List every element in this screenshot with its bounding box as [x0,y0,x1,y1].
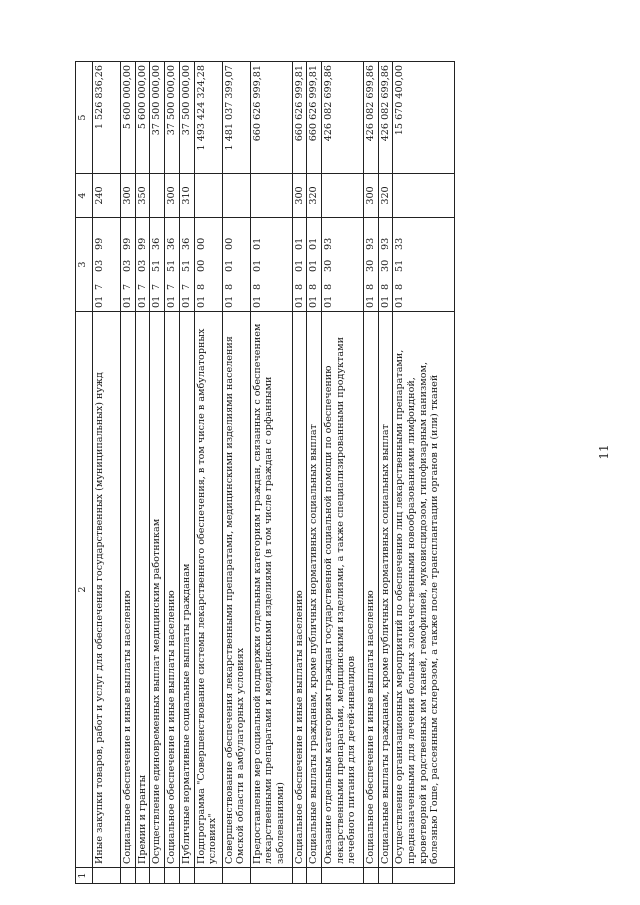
code-part-4: 99 [136,237,148,250]
code-part-1: 01 [195,295,207,308]
code-part-2: 7 [166,283,178,290]
row-blank-cell [179,868,194,884]
code-part-4: 00 [223,237,235,250]
row-blank-cell [150,868,165,884]
code-part-2: 7 [136,283,148,290]
row-amount: 5 600 000,00 [135,62,150,174]
table-row [194,62,222,884]
code-part-4: 36 [180,237,192,250]
row-blank-cell [292,868,307,884]
header-col-5: 5 [76,62,93,174]
code-part-3: 01 [293,259,305,272]
code-part-2: 8 [251,283,263,290]
code-part-3: 51 [151,259,163,272]
code-part-2: 8 [195,283,207,290]
header-col-4: 4 [76,174,93,218]
row-expense-type [393,174,455,218]
row-expense-type: 320 [307,174,322,218]
row-amount: 1 493 424 324,28 [194,62,222,174]
budget-table-sheet [75,62,580,884]
row-description: Социальное обеспечение и иные выплаты населению [292,312,307,868]
code-part-4: 99 [94,237,105,250]
table-row [363,62,378,884]
row-amount: 1 481 037 399,07 [222,62,250,174]
code-part-2: 8 [364,283,376,290]
code-part-4: 36 [151,237,163,250]
code-part-1: 01 [379,295,391,308]
code-part-1: 01 [308,295,320,308]
row-code [222,218,250,312]
table-row [135,62,150,884]
code-part-2: 7 [94,283,105,290]
code-part-4: 00 [195,237,207,250]
code-part-2: 8 [223,283,235,290]
row-code [307,218,322,312]
table-row [393,62,455,884]
row-code [150,218,165,312]
row-blank-cell [222,868,250,884]
code-part-3: 30 [364,259,376,272]
header-col-3: 3 [76,218,93,312]
code-part-3: 30 [379,259,391,272]
page-number: 11 [597,444,611,460]
table-row [93,62,121,884]
row-code [165,218,180,312]
code-part-4: 93 [379,237,391,250]
row-amount: 660 626 999,81 [307,62,322,174]
row-blank-cell [307,868,322,884]
code-part-1: 01 [364,295,376,308]
row-code [93,218,121,312]
row-expense-type: 300 [363,174,378,218]
code-part-1: 01 [223,295,235,308]
row-amount: 660 626 999,81 [292,62,307,174]
table-header-row [76,62,93,884]
table-row [222,62,250,884]
row-description: Публичные нормативные социальные выплаты гражданам [179,312,194,868]
code-part-3: 03 [136,259,148,272]
row-expense-type [222,174,250,218]
row-description: Оказание отдельным категориям граждан государственной социальной помощи по обеспечению лекарственными препаратами, медицинскими изделиями, а также специализированными продуктами лечебного питания для детей-инвалидов [321,312,363,868]
code-part-3: 01 [308,259,320,272]
row-expense-type [150,174,165,218]
code-part-1: 01 [122,295,133,308]
row-blank-cell [393,868,455,884]
table-row [179,62,194,884]
row-description: Иные закупки товаров, работ и услуг для обеспечения государственных (муниципальных) нужд [93,312,121,868]
code-part-3: 51 [394,259,406,272]
table-body [93,62,455,884]
code-part-4: 93 [322,237,334,250]
row-description: Совершенствование обеспечения лекарственными препаратами, медицинскими изделиями населения Омской области в амбулаторных условиях [222,312,250,868]
row-amount: 37 500 000,00 [165,62,180,174]
code-part-3: 51 [180,259,192,272]
row-description: Социальные выплаты гражданам, кроме публичных нормативных социальных выплат [307,312,322,868]
row-blank-cell [121,868,136,884]
row-expense-type: 300 [165,174,180,218]
row-code [121,218,136,312]
row-blank-cell [93,868,121,884]
code-part-4: 01 [293,237,305,250]
code-part-2: 8 [379,283,391,290]
row-code [250,218,292,312]
table-row [165,62,180,884]
code-part-3: 51 [166,259,178,272]
code-part-1: 01 [251,295,263,308]
code-part-2: 8 [394,283,406,290]
code-part-2: 7 [122,283,133,290]
table-row [378,62,393,884]
table-row [121,62,136,884]
code-part-2: 8 [308,283,320,290]
row-expense-type: 320 [378,174,393,218]
code-part-3: 01 [251,259,263,272]
code-part-2: 8 [293,283,305,290]
row-code [292,218,307,312]
row-code [135,218,150,312]
row-description: Социальные выплаты гражданам, кроме публичных нормативных социальных выплат [378,312,393,868]
code-part-4: 01 [308,237,320,250]
table-row [321,62,363,884]
row-blank-cell [363,868,378,884]
code-part-4: 99 [122,237,133,250]
row-description: Социальное обеспечение и иные выплаты населению [121,312,136,868]
code-part-2: 8 [322,283,334,290]
header-col-2: 2 [76,312,93,868]
row-description: Осуществление единовременных выплат медицинским работникам [150,312,165,868]
code-part-1: 01 [394,295,406,308]
row-blank-cell [378,868,393,884]
row-expense-type [321,174,363,218]
code-part-1: 01 [166,295,178,308]
row-code [393,218,455,312]
code-part-1: 01 [136,295,148,308]
code-part-1: 01 [293,295,305,308]
row-amount: 660 626 999,81 [250,62,292,174]
code-part-4: 01 [251,237,263,250]
code-part-2: 7 [180,283,192,290]
code-part-4: 33 [394,237,406,250]
row-amount: 426 082 699,86 [321,62,363,174]
row-expense-type [194,174,222,218]
row-description: Подпрограмма "Совершенствование системы лекарственного обеспечения, в том числе в амбулаторных условиях" [194,312,222,868]
code-part-3: 03 [94,259,105,272]
code-part-3: 01 [223,259,235,272]
row-blank-cell [165,868,180,884]
row-blank-cell [250,868,292,884]
row-description: Социальное обеспечение и иные выплаты населению [363,312,378,868]
code-part-2: 7 [151,283,163,290]
code-part-1: 01 [151,295,163,308]
row-description: Осуществление организационных мероприятий по обеспечению лиц лекарственными препаратами, предназначенными для лечения больных злокачественными новообразованиями лимфоидной, кроветворной и родственных им тканей, гемофилией, муковисцидозом, гипофизарным нанизмом, болезнью Гоше, рассеянным склерозом, а также после трансплантации органов и (или) тканей [393,312,455,868]
code-part-4: 93 [364,237,376,250]
row-code [194,218,222,312]
row-amount: 37 500 000,00 [179,62,194,174]
code-part-3: 00 [195,259,207,272]
row-expense-type: 310 [179,174,194,218]
table-row [292,62,307,884]
row-code [321,218,363,312]
row-blank-cell [135,868,150,884]
row-expense-type: 300 [292,174,307,218]
budget-table [75,61,455,884]
row-code [378,218,393,312]
row-expense-type: 300 [121,174,136,218]
row-amount: 1 526 836,26 [93,62,121,174]
code-part-4: 36 [166,237,178,250]
code-part-1: 01 [322,295,334,308]
row-code [363,218,378,312]
code-part-1: 01 [94,295,105,308]
table-row [250,62,292,884]
row-description: Премии и гранты [135,312,150,868]
row-amount: 426 082 699,86 [363,62,378,174]
row-amount: 15 670 400,00 [393,62,455,174]
header-col-1: 1 [76,868,93,884]
code-part-3: 03 [122,259,133,272]
row-amount: 426 082 699,86 [378,62,393,174]
row-amount: 37 500 000,00 [150,62,165,174]
row-blank-cell [321,868,363,884]
budget-table-rotated [75,62,580,884]
row-description: Социальное обеспечение и иные выплаты населению [165,312,180,868]
code-part-3: 30 [322,259,334,272]
row-description: Предоставление мер социальной поддержки отдельным категориям граждан, связанных с обеспечением лекарственными препаратами и медицинскими изделиями (в том числе граждан с орфанными заболеваниями) [250,312,292,868]
row-amount: 5 600 000,00 [121,62,136,174]
code-part-1: 01 [180,295,192,308]
table-row [150,62,165,884]
row-expense-type: 240 [93,174,121,218]
row-code [179,218,194,312]
row-blank-cell [194,868,222,884]
row-expense-type [250,174,292,218]
table-row [307,62,322,884]
row-expense-type: 350 [135,174,150,218]
